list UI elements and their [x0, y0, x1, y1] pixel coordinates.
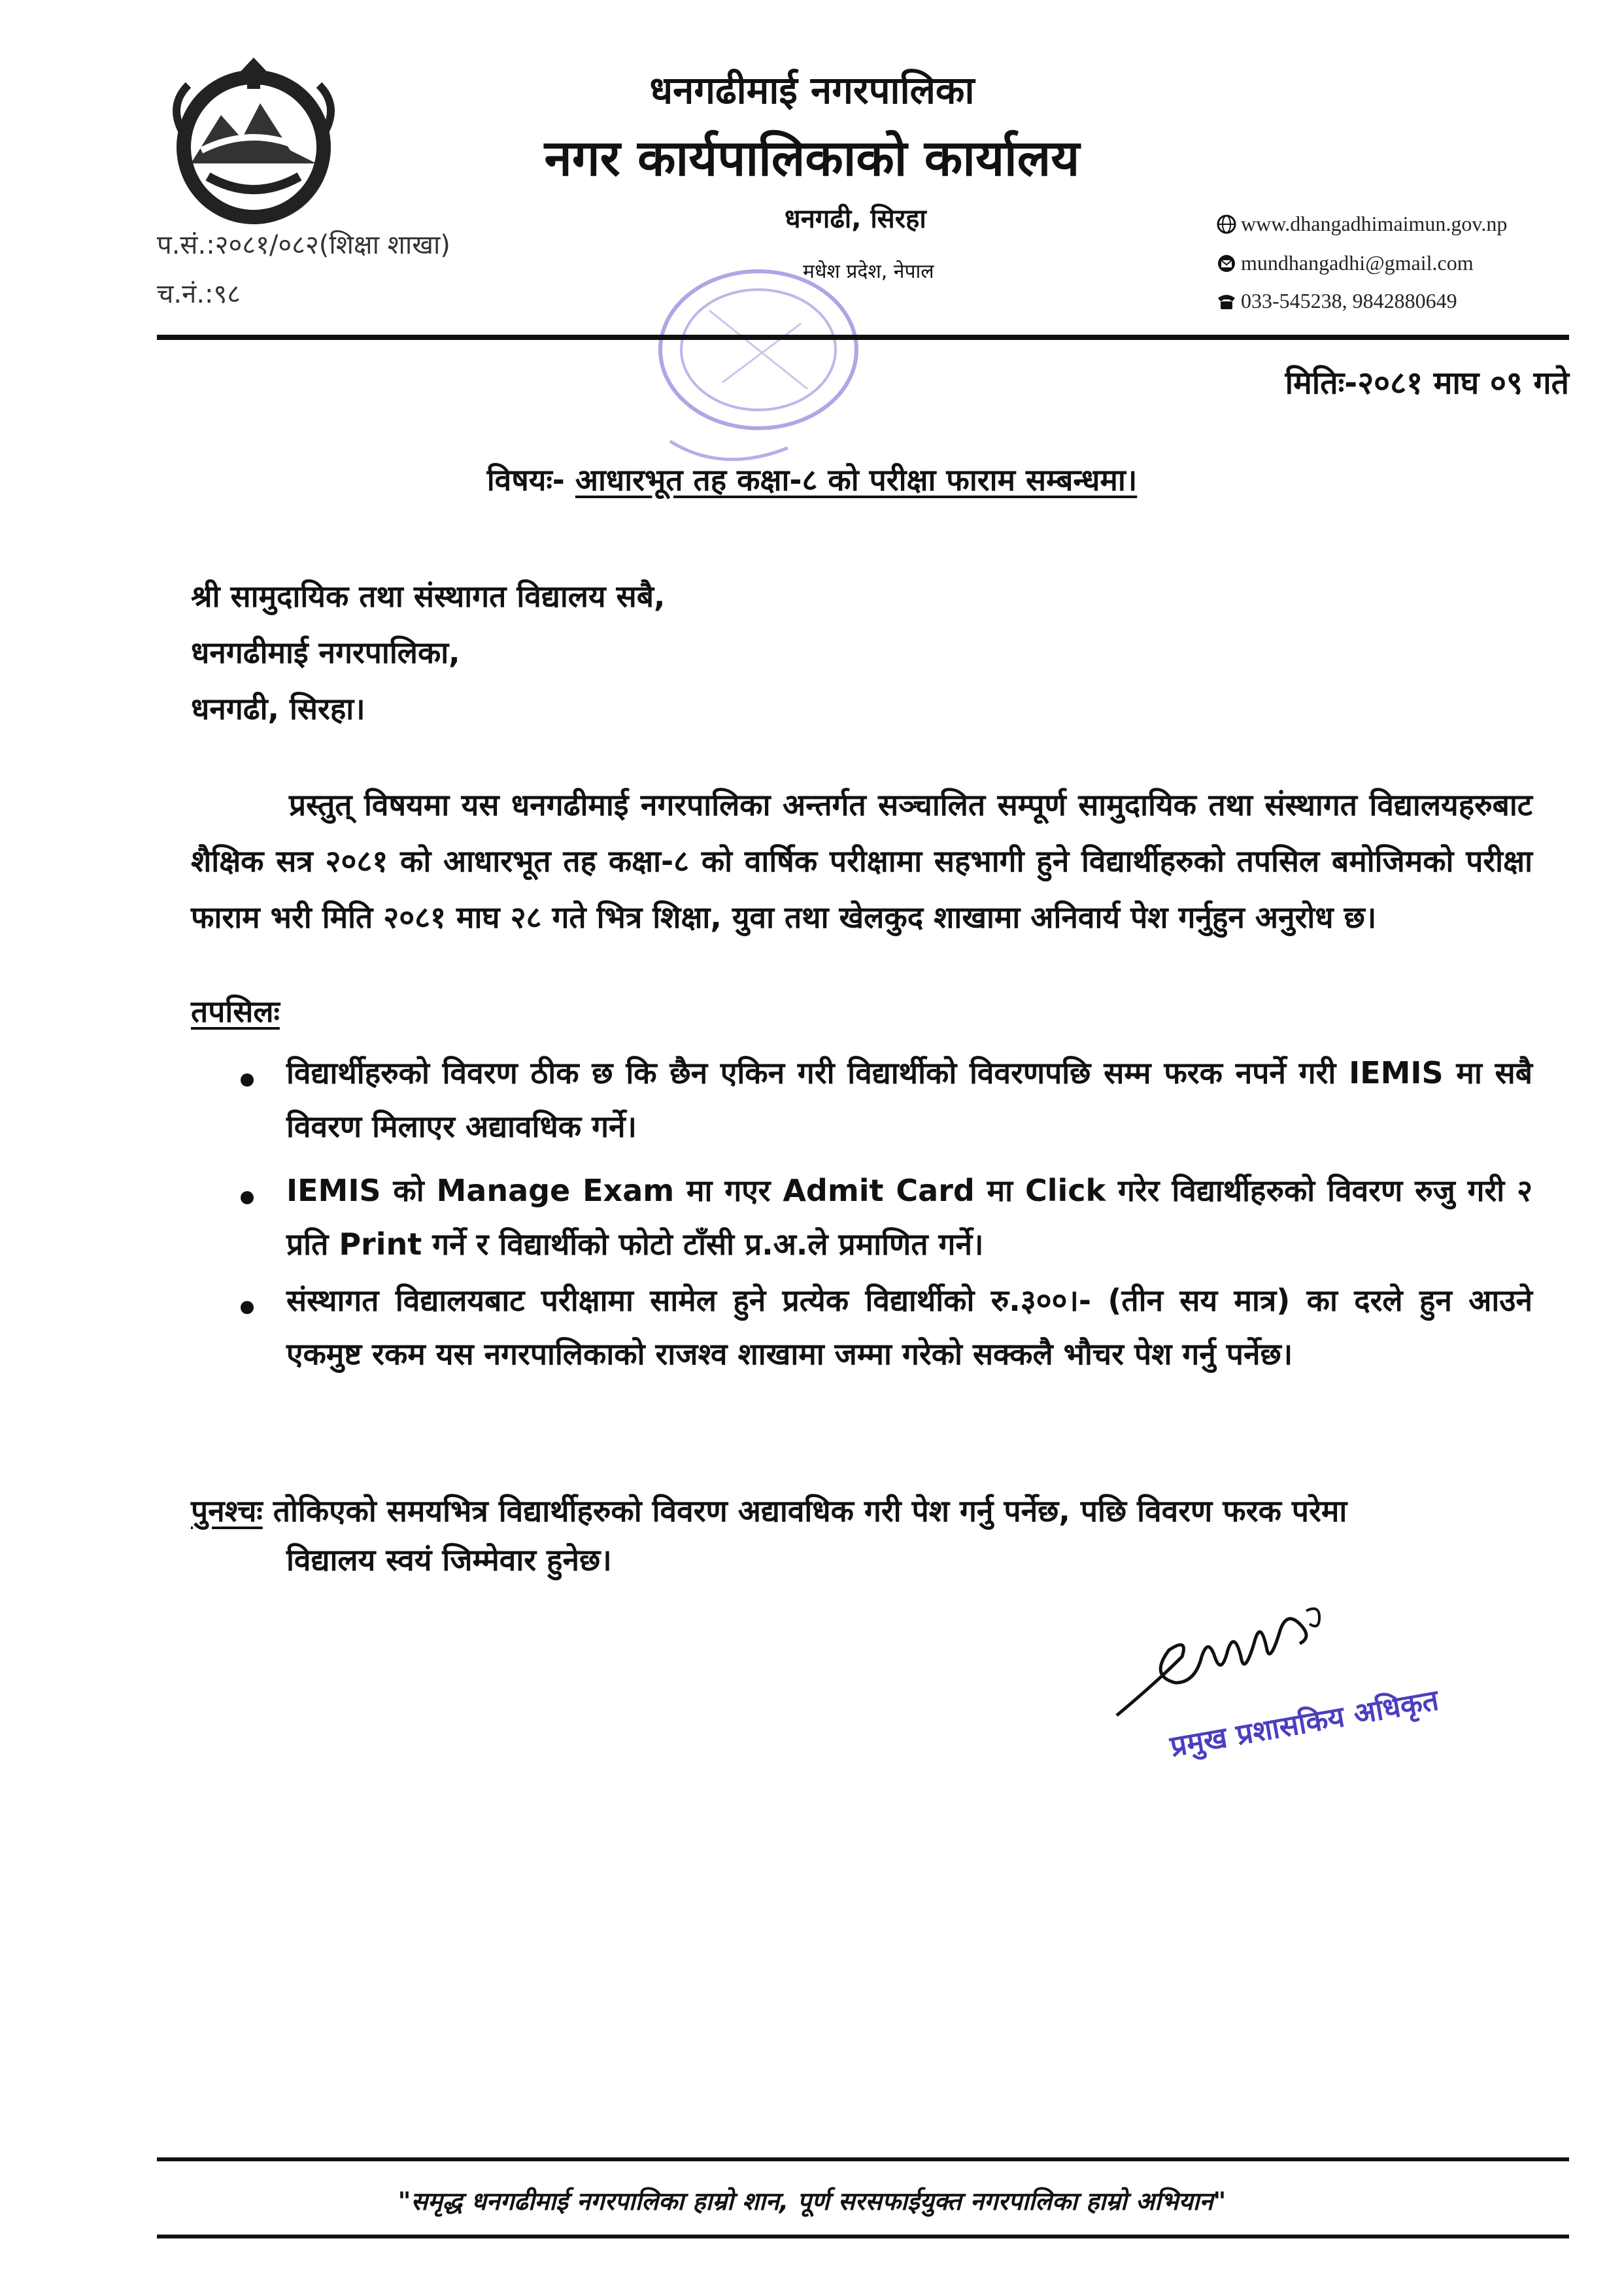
municipality-name: धनगढीमाई नगरपालिका	[649, 68, 975, 112]
letter-subject	[0, 459, 1624, 499]
phone-text: 033-545238, 9842880649	[1241, 289, 1457, 312]
email-text: mundhangadhi@gmail.com	[1241, 251, 1474, 275]
phone-contact	[1216, 289, 1457, 313]
footer-slogan: "समृद्ध धनगढीमाई नगरपालिका हाम्रो शान, पूर्ण सरसफाईयुक्त नगरपालिका हाम्रो अभियान"	[398, 2187, 1226, 2216]
bullet-icon	[241, 1073, 254, 1087]
website-contact	[1216, 212, 1507, 236]
header-divider	[157, 335, 1569, 340]
bullet-icon	[241, 1191, 254, 1204]
postscript-label: पुनश्चः	[191, 1493, 263, 1528]
postscript-line1: तोकिएको समयभित्र विद्यार्थीहरुको विवरण अद्यावधिक गरी पेश गर्नु पर्नेछ, पछि विवरण फरक परेमा	[273, 1493, 1347, 1528]
subject-text: आधारभूत तह कक्षा-८ को परीक्षा फाराम सम्बन्धमा।	[575, 462, 1138, 498]
details-item: संस्थागत विद्यालयबाट परीक्षामा सामेल हुने प्रत्येक विद्यार्थीको रु.३००।- (तीन सय मात्र) का दरले हुन आउने एकमुष्ट रकम यस नगरपालिकाको राजश्व शाखामा जम्मा गरेको सक्कलै भौचर पेश गर्नु पर्नेछ।	[286, 1283, 1532, 1372]
reference-number: प.सं.:२०८१/०८२(शिक्षा शाखा)	[157, 230, 450, 260]
office-city: धनगढी, सिरहा	[785, 204, 926, 234]
telephone-icon	[1216, 292, 1237, 311]
letter-body: प्रस्तुत् विषयमा यस धनगढीमाई नगरपालिका अन्तर्गत सञ्चालित सम्पूर्ण सामुदायिक तथा संस्थागत विद्यालयहरुबाट शैक्षिक सत्र २०८१ को आधारभूत तह कक्षा-८ को वार्षिक परीक्षामा सहभागी हुने विद्यार्थीहरुको तपसिल बमोजिमको परीक्षा फाराम भरी मिति २०८१ माघ २८ गते भित्र शिक्षा, युवा तथा खेलकुद शाखामा अनिवार्य पेश गर्नुहुन अनुरोध छ।	[191, 787, 1532, 935]
email-contact	[1216, 251, 1474, 275]
bullet-icon	[241, 1301, 254, 1314]
footer-divider-top	[157, 2157, 1569, 2161]
dispatch-number: च.नं.:९८	[157, 279, 241, 309]
letter-date: मितिः-२०८१ माघ ०९ गते	[1285, 365, 1569, 401]
email-icon	[1216, 253, 1237, 274]
addressee-line: श्री सामुदायिक तथा संस्थागत विद्यालय सबै,	[191, 579, 666, 614]
signer-title: प्रमुख प्रशासकिय अधिकृत	[1168, 1683, 1442, 1764]
website-text: www.dhangadhimaimun.gov.np	[1241, 212, 1508, 235]
details-item: विद्यार्थीहरुको विवरण ठीक छ कि छैन एकिन गरी विद्यार्थीको विवरणपछि सम्म फरक नपर्ने गरी IEMIS मा सबै विवरण मिलाएर अद्यावधिक गर्ने।	[286, 1055, 1532, 1144]
addressee-line: धनगढी, सिरहा।	[191, 691, 365, 726]
postscript-line2: विद्यालय स्वयं जिम्मेवार हुनेछ।	[286, 1542, 612, 1578]
postscript	[191, 1483, 1532, 1539]
details-heading: तपसिलः	[191, 994, 280, 1029]
details-item: IEMIS को Manage Exam मा गएर Admit Card मा Click गरेर विद्यार्थीहरुको विवरण रुजु गरी २ प्रति Print गर्ने र विद्यार्थीको फोटो टाँसी प्र.अ.ले प्रमाणित गर्ने।	[286, 1173, 1532, 1262]
official-seal-stamp	[624, 252, 886, 487]
office-name: नगर कार्यपालिकाको कार्यालय	[544, 129, 1080, 187]
office-province: मधेश प्रदेश, नेपाल	[803, 260, 934, 283]
addressee-line: धनगढीमाई नगरपालिका,	[191, 635, 460, 670]
globe-icon	[1216, 214, 1237, 235]
footer-divider-bottom	[157, 2235, 1569, 2238]
subject-label: विषयः-	[486, 462, 565, 498]
